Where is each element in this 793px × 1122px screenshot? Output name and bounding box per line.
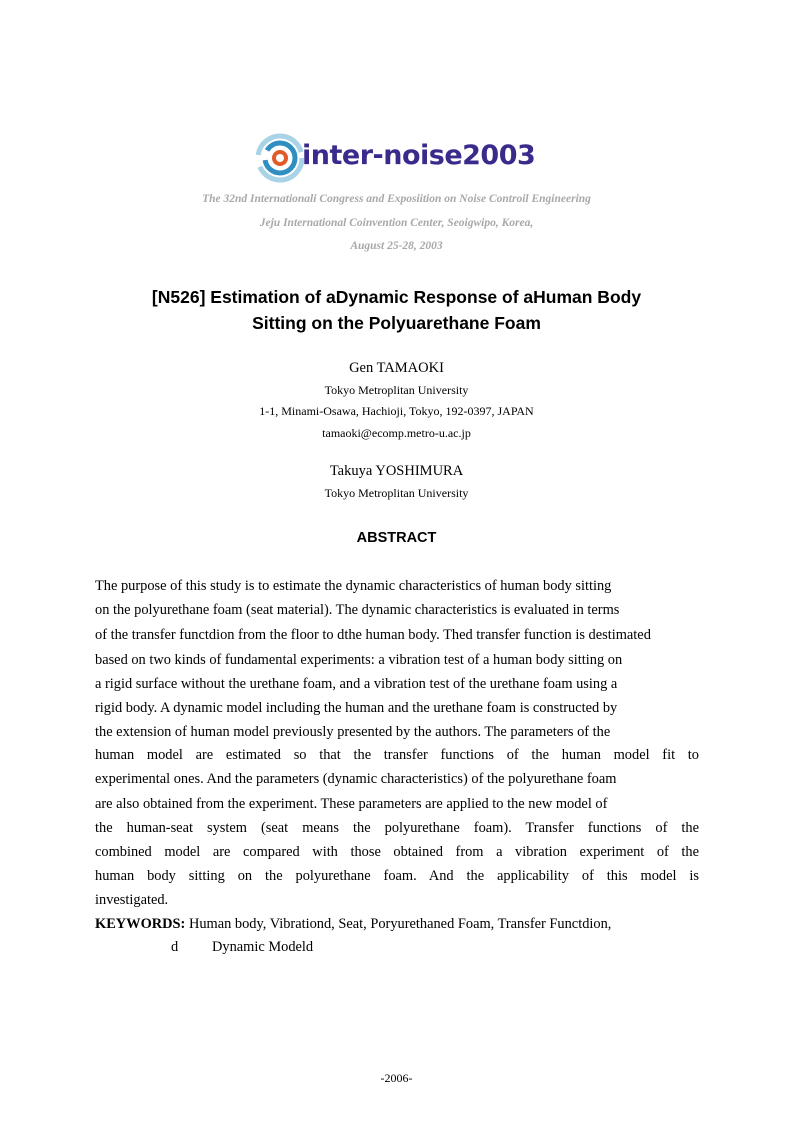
abstract-line: are also obtained from the experiment. These parameters are applied to the new model of (95, 796, 608, 812)
abstract-line: experimental ones. And the parameters (dynamic characteristics) of the polyurethane foam (95, 771, 617, 787)
page-number: -2006- (380, 1071, 413, 1085)
abstract-line: the human-seat system (seat means the polyurethane foam). Transfer functions of the (95, 820, 699, 836)
abstract-line: a rigid surface without the urethane foam, and a vibration test of the urethane foam using a (95, 676, 618, 692)
keywords-line (95, 915, 611, 933)
abstract-line: the extension of human model previously presented by the authors. The parameters of the (95, 724, 611, 740)
abstract-line: rigid body. A dynamic model including the human and the urethane foam is constructed by (95, 700, 618, 716)
abstract-line: human model are estimated so that the transfer functions of the human model fit to (95, 747, 699, 763)
conference-logo (256, 128, 546, 190)
author-affiliation: Tokyo Metroplitan University (324, 486, 469, 500)
keywords-line2-prefix: d (171, 939, 179, 955)
abstract-line: of the transfer functdion from the floor to dthe human body. Thed transfer function is destimated (95, 627, 651, 643)
conference-venue: Jeju International Coinvention Center, Seoigwipo, Korea, (259, 217, 534, 229)
abstract-heading: ABSTRACT (356, 530, 437, 546)
paper-title-line-1: [N526] Estimation of aDynamic Response of aHuman Body (151, 287, 642, 307)
abstract-line: combined model are compared with those obtained from a vibration experiment of the (95, 844, 699, 860)
abstract-line: based on two kinds of fundamental experiments: a vibration test of a human body sitting on (95, 652, 623, 668)
author-name: Takuya YOSHIMURA (329, 463, 464, 479)
abstract-line: human body sitting on the polyurethane foam. And the applicability of this model is (95, 868, 699, 884)
logo-text: inter-noise2003 (302, 140, 536, 171)
author-affiliation: Tokyo Metroplitan University (324, 383, 469, 397)
conference-name: The 32nd Internationali Congress and Exposiition on Noise Controil Engineering (202, 193, 591, 205)
abstract-line: investigated. (95, 892, 169, 908)
conference-date: August 25-28, 2003 (350, 240, 443, 252)
swirl-logo-icon (256, 128, 304, 188)
keywords-line2-text: Dynamic Modeld (212, 939, 314, 955)
author-email: tamaoki@ecomp.metro-u.ac.jp (322, 426, 471, 440)
keywords-text: Human body, Vibrationd, Seat, Poryurethaned Foam, Transfer Functdion, (185, 916, 612, 932)
author-address: 1-1, Minami-Osawa, Hachioji, Tokyo, 192-0397, JAPAN (259, 404, 534, 418)
abstract-line: on the polyurethane foam (seat material). The dynamic characteristics is evaluated in terms (95, 602, 620, 618)
paper-title-line-2: Sitting on the Polyuarethane Foam (252, 313, 541, 333)
abstract-line: The purpose of this study is to estimate the dynamic characteristics of human body sitting (95, 578, 612, 594)
keywords-label: KEYWORDS: (95, 916, 186, 932)
author-name: Gen TAMAOKI (349, 360, 444, 376)
